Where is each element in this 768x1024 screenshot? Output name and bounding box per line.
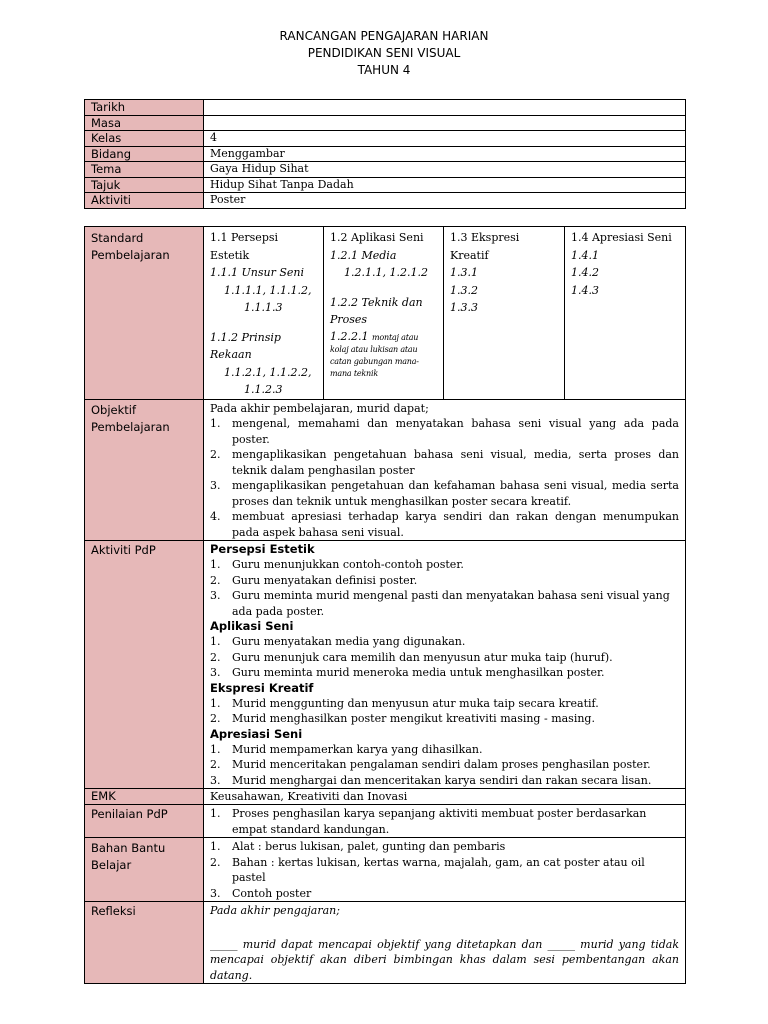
info-label: Aktiviti xyxy=(85,193,204,209)
emk-value: Keusahawan, Kreativiti dan Inovasi xyxy=(204,789,686,805)
refleksi-text: _____ murid dapat mencapai objektif yang ditetapkan dan _____ murid yang tidak mencapai objektif akan diberi bimbingan khas dalam sesi pembentangan akan datang. xyxy=(210,937,679,982)
info-value xyxy=(204,115,686,131)
info-table xyxy=(84,99,686,209)
list-item: 3. mengaplikasikan pengetahuan dan kefahaman bahasa seni visual, media serta proses dan teknik untuk menghasilkan poster secara kreatif. xyxy=(210,479,679,508)
bahan-row xyxy=(85,838,686,902)
info-value: Gaya Hidup Sihat xyxy=(204,162,686,178)
objektif-row xyxy=(85,399,686,541)
list-item: 3. Guru meminta murid meneroka media untuk menghasilkan poster. xyxy=(210,666,605,679)
refleksi-row xyxy=(85,902,686,984)
info-row xyxy=(85,115,686,131)
standard-col-2-b-note: montaj atau kolaj atau lukisan atau catan gabungan mana-mana teknik xyxy=(330,332,419,378)
list-item: 1. Murid menggunting dan menyusun atur muka taip secara kreatif. xyxy=(210,696,599,710)
emk-row xyxy=(85,789,686,805)
penilaian-list xyxy=(210,806,679,837)
standard-col-4-item: 1.4.3 xyxy=(571,283,599,297)
info-label: Bidang xyxy=(85,146,204,162)
list-item: 3. Murid menghargai dan menceritakan karya sendiri dan rakan secara lisan. xyxy=(210,773,652,787)
aktiviti-section-title: Aplikasi Seni xyxy=(210,619,294,633)
standard-col-3 xyxy=(444,227,565,400)
document-header xyxy=(0,28,768,79)
list-item: 1. Alat : berus lukisan, palet, gunting dan pembaris xyxy=(210,840,506,853)
list-item: 2. Guru menunjuk cara memilih dan menyusun atur muka taip (huruf). xyxy=(210,650,613,664)
emk-label: EMK xyxy=(85,789,204,805)
standard-col-4-title: 1.4 Apresiasi Seni xyxy=(571,231,672,244)
penilaian-content xyxy=(204,805,686,838)
standard-col-2-a: 1.2.1 Media xyxy=(330,248,397,262)
standard-col-3-item: 1.3.1 xyxy=(450,266,478,279)
objektif-intro: Pada akhir pembelajaran, murid dapat; xyxy=(210,401,429,415)
info-label: Masa xyxy=(85,115,204,131)
standard-col-1 xyxy=(204,227,324,400)
standard-col-3-title: 1.3 Ekspresi Kreatif xyxy=(450,231,520,262)
standard-col-1-a-items: 1.1.1.1, 1.1.1.2, xyxy=(224,283,312,297)
aktiviti-row xyxy=(85,541,686,789)
list-item: 2. Murid menghasilkan poster mengikut kreativiti masing - masing. xyxy=(210,712,595,725)
spacer xyxy=(210,317,317,329)
info-row xyxy=(85,162,686,178)
refleksi-label: Refleksi xyxy=(85,902,204,984)
info-row xyxy=(85,100,686,116)
list-item: 2. mengaplikasikan pengetahuan bahasa seni visual, media, serta proses dan teknik dalam penghasilan poster xyxy=(210,448,679,477)
penilaian-row xyxy=(85,805,686,838)
spacer xyxy=(330,282,437,294)
standard-label: Standard Pembelajaran xyxy=(85,227,204,400)
objektif-list xyxy=(210,416,679,540)
standard-col-4-item: 1.4.1 xyxy=(571,248,599,262)
standard-col-2-b: 1.2.2 Teknik dan Proses xyxy=(330,295,423,326)
objektif-label: Objektif Pembelajaran xyxy=(85,399,204,541)
standard-col-2-a-items: 1.2.1.1, 1.2.1.2 xyxy=(344,266,428,279)
aktiviti-list xyxy=(210,634,679,681)
standard-col-2-b-detail xyxy=(330,331,437,379)
refleksi-intro: Pada akhir pengajaran; xyxy=(210,904,340,917)
standard-col-4-item: 1.4.2 xyxy=(571,266,599,279)
info-value: Hidup Sihat Tanpa Dadah xyxy=(204,177,686,193)
refleksi-content xyxy=(204,902,686,984)
list-item: 1. Guru menunjukkan contoh-contoh poster. xyxy=(210,558,464,571)
info-value: Menggambar xyxy=(204,146,686,162)
aktiviti-label: Aktiviti PdP xyxy=(85,541,204,789)
aktiviti-list xyxy=(210,557,679,619)
standard-col-1-a-items2: 1.1.1.3 xyxy=(244,301,283,314)
standard-col-1-b-items: 1.1.2.1, 1.1.2.2, xyxy=(224,365,312,379)
standard-col-3-item: 1.3.2 xyxy=(450,283,478,297)
header-title: RANCANGAN PENGAJARAN HARIAN xyxy=(279,29,489,43)
info-label: Kelas xyxy=(85,131,204,147)
lesson-plan-table xyxy=(84,226,686,984)
aktiviti-list xyxy=(210,696,679,727)
bahan-list xyxy=(210,839,679,901)
aktiviti-section-title: Ekspresi Kreatif xyxy=(210,680,314,695)
standard-col-2 xyxy=(324,227,444,400)
info-value: Poster xyxy=(204,193,686,209)
standard-col-3-item: 1.3.3 xyxy=(450,301,478,314)
bahan-content xyxy=(204,838,686,902)
list-item: 1. Guru menyatakan media yang digunakan. xyxy=(210,635,466,648)
list-item: 3. Contoh poster xyxy=(210,886,312,900)
aktiviti-list xyxy=(210,742,679,789)
list-item: 1. Proses penghasilan karya sepanjang aktiviti membuat poster berdasarkan empat standard kandungan. xyxy=(210,807,647,836)
aktiviti-section-title: Apresiasi Seni xyxy=(210,726,303,741)
aktiviti-section-title: Persepsi Estetik xyxy=(210,542,315,556)
objektif-content xyxy=(204,399,686,541)
standard-col-1-b: 1.1.2 Prinsip Rekaan xyxy=(210,330,281,361)
standard-col-4 xyxy=(565,227,686,400)
list-item: 4. membuat apresiasi terhadap karya sendiri dan rakan dengan menumpukan pada aspek bahasa seni visual. xyxy=(210,510,679,539)
info-label: Tajuk xyxy=(85,177,204,193)
info-value xyxy=(204,100,686,116)
standard-col-1-title: 1.1 Persepsi Estetik xyxy=(210,231,279,262)
standard-col-2-b-code: 1.2.2.1 xyxy=(330,329,369,343)
spacer xyxy=(210,919,679,937)
info-label: Tema xyxy=(85,162,204,178)
info-row xyxy=(85,193,686,209)
info-value: 4 xyxy=(204,131,686,147)
info-row xyxy=(85,146,686,162)
list-item: 3. Guru meminta murid mengenal pasti dan menyatakan bahasa seni visual yang ada pada poster. xyxy=(210,589,670,618)
header-year: TAHUN 4 xyxy=(357,63,411,77)
penilaian-label: Penilaian PdP xyxy=(85,805,204,838)
list-item: 2. Murid menceritakan pengalaman sendiri dalam proses penghasilan poster. xyxy=(210,758,651,771)
standard-col-1-b-items2: 1.1.2.3 xyxy=(244,383,283,396)
list-item: 1. mengenal, memahami dan menyatakan bahasa seni visual yang ada pada poster. xyxy=(210,417,679,446)
standard-col-1-a: 1.1.1 Unsur Seni xyxy=(210,266,304,279)
list-item: 1. Murid mempamerkan karya yang dihasilkan. xyxy=(210,742,483,756)
list-item: 2. Bahan : kertas lukisan, kertas warna, majalah, gam, an cat poster atau oil pastel xyxy=(210,855,645,884)
standard-row xyxy=(85,227,686,400)
info-row xyxy=(85,177,686,193)
aktiviti-content xyxy=(204,541,686,789)
info-label: Tarikh xyxy=(85,100,204,116)
list-item: 2. Guru menyatakan definisi poster. xyxy=(210,573,418,587)
info-row xyxy=(85,131,686,147)
standard-col-2-title: 1.2 Aplikasi Seni xyxy=(330,231,424,244)
header-subject: PENDIDIKAN SENI VISUAL xyxy=(307,46,461,60)
bahan-label: Bahan Bantu Belajar xyxy=(85,838,204,902)
